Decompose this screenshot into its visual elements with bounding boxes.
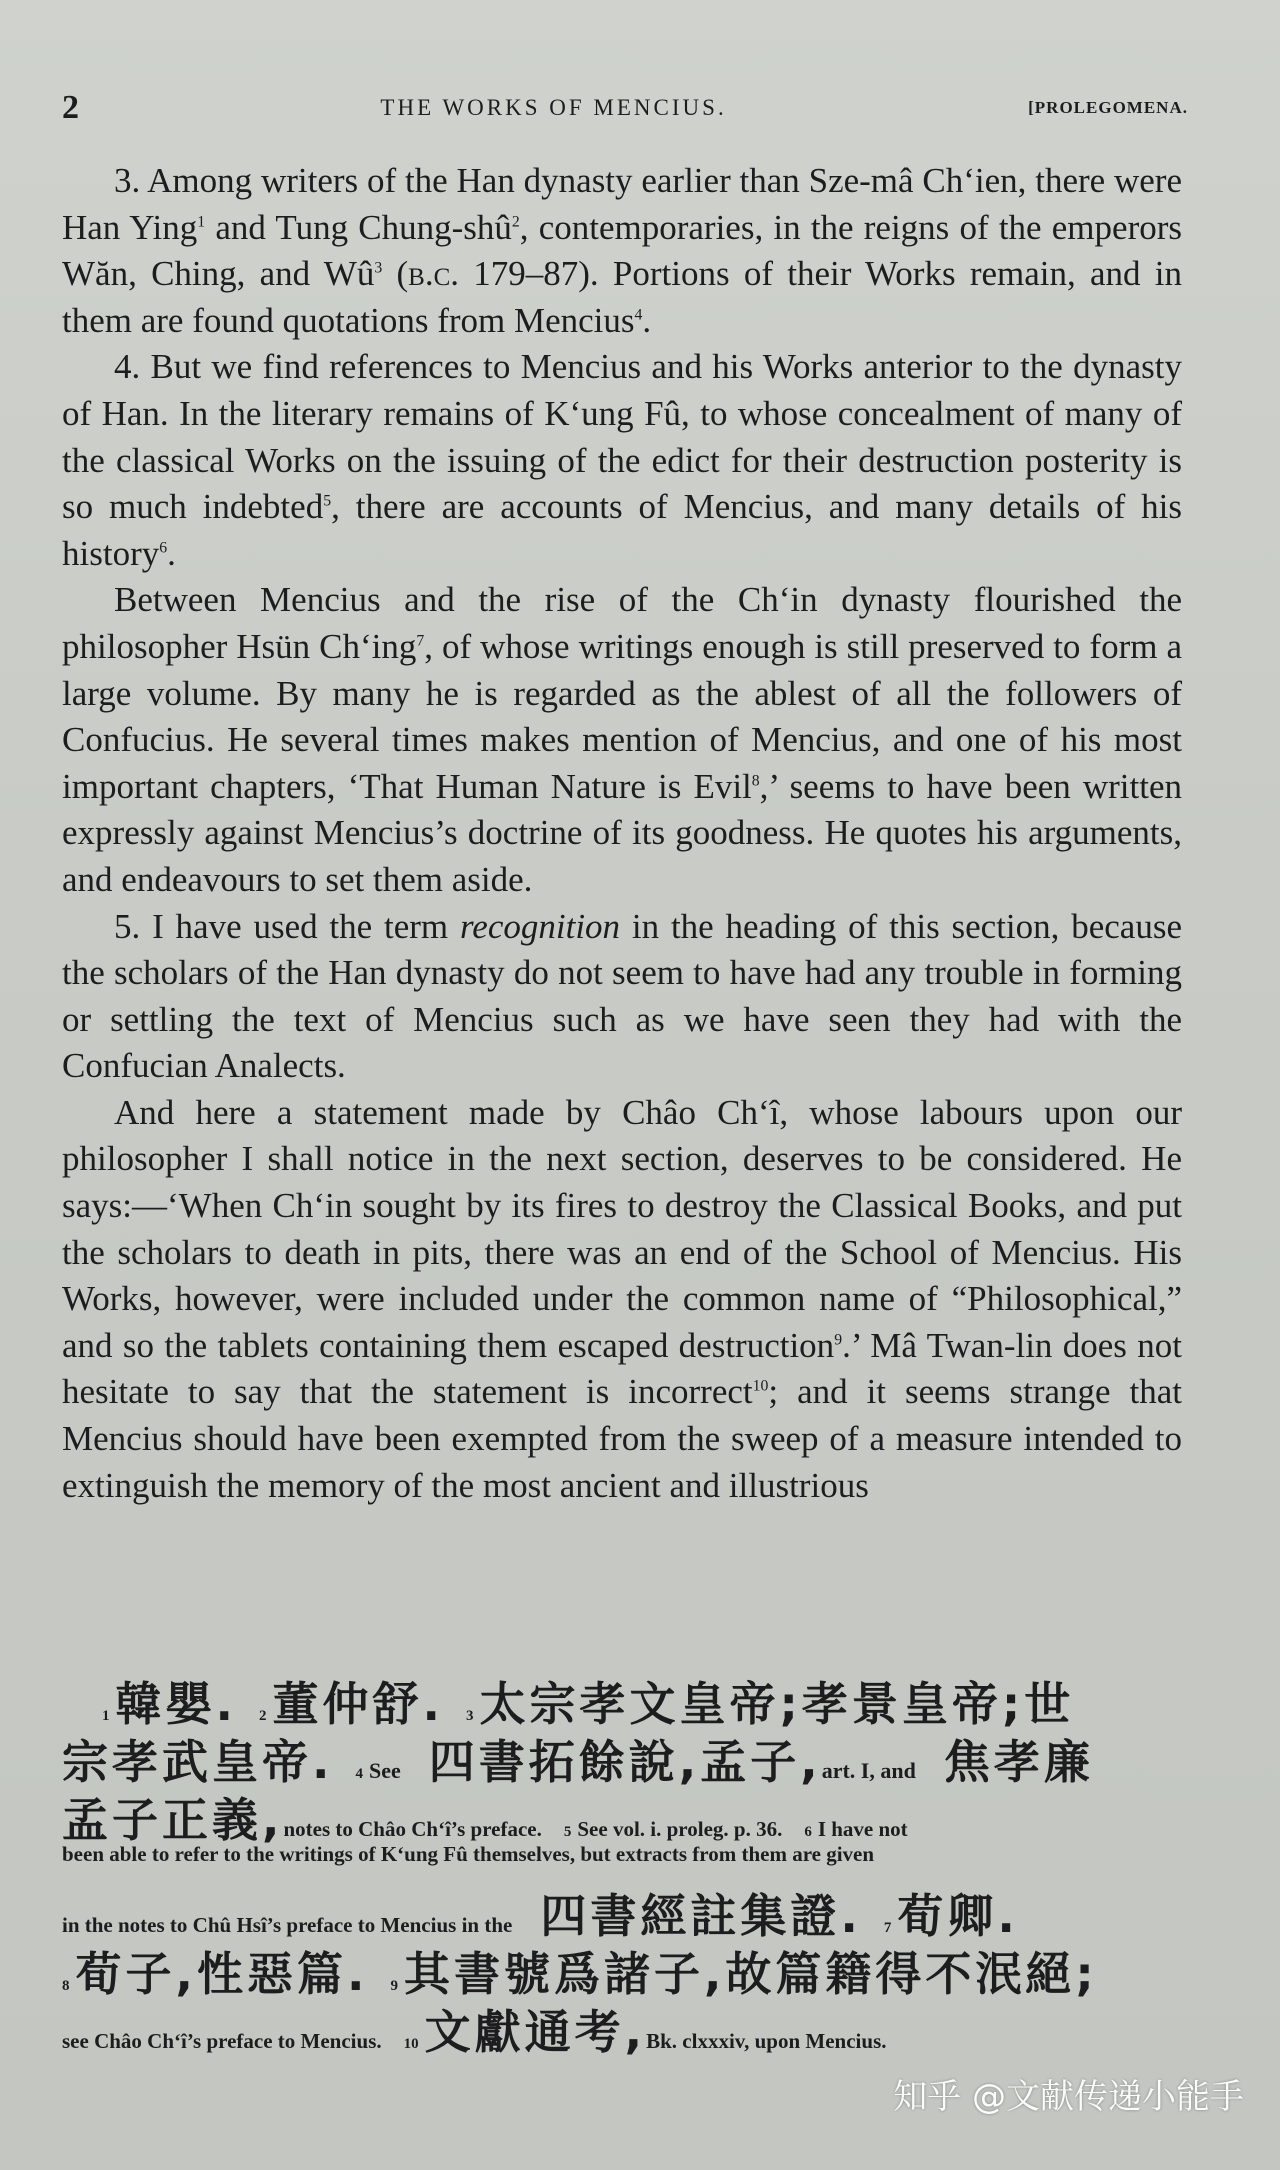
- watermark-text: 知乎 @文献传递小能手: [893, 2077, 1244, 2117]
- era-abbrev: b.c.: [408, 254, 460, 294]
- footnote-ref: 2: [511, 212, 520, 230]
- footnote-line: [62, 1784, 1192, 1847]
- footnote-text: see Châo Ch‘î’s preface to Mencius.: [62, 2029, 382, 2053]
- page-number: 2: [62, 89, 79, 126]
- text-run: 179–87). Portions of their Works remain, and in them are found quotations from Mencius: [62, 254, 1183, 340]
- paragraph-5: [62, 904, 1182, 1090]
- paragraph-hsun-ching: [62, 577, 1182, 903]
- footnote-text: See vol. i. proleg. p. 36.: [577, 1817, 783, 1841]
- text-run: and Tung Chung-shû: [205, 207, 512, 247]
- footnote-chinese: 荀子,性惡篇.: [75, 1947, 369, 2001]
- footnote-text: in the notes to Chû Hsî’s preface to Mencius in the: [62, 1913, 513, 1937]
- footnote-chinese: 四書拓餘說,孟子,: [428, 1735, 822, 1789]
- footnote-number: 10: [403, 2036, 419, 2052]
- paragraph-4: [62, 344, 1182, 577]
- footnote-chinese: 韓嬰.: [115, 1677, 237, 1731]
- footnote-text: See: [368, 1758, 401, 1783]
- footnote-chinese: 董仲舒.: [272, 1677, 444, 1731]
- footnote-text: Bk. clxxxiv, upon Mencius.: [646, 2029, 887, 2053]
- footnote-ref: 8: [751, 772, 760, 790]
- footnotes: [62, 1668, 1192, 2059]
- paragraph-chao-chi: [62, 1090, 1182, 1509]
- footnote-ref: 6: [159, 539, 168, 557]
- text-run: , there are accounts of Mencius, and many details of his history: [62, 487, 1183, 573]
- footnote-line: [62, 1726, 1192, 1789]
- section-tag: [PROLEGOMENA.: [1028, 98, 1188, 117]
- paragraph-3: [62, 158, 1182, 344]
- footnote-line: [62, 1880, 1192, 1943]
- footnote-text: notes to Châo Ch‘î’s preface.: [283, 1817, 542, 1841]
- footnote-ref: 7: [416, 632, 425, 650]
- text-run: in the heading of this section, because the scholars of the Han dynasty do not seem to have had any trouble in forming or settling the text of Mencius such as we have seen they had with the Confucian Analects.: [62, 906, 1182, 1086]
- footnote-chinese: 文獻通考,: [424, 2005, 647, 2059]
- text-run: , of whose writings enough is still preserved to form a large volume. By many he is regarded as the ablest of all the followers of Confucius. He several times makes mention of Mencius, and one of his most important chapters, ‘That Human Nature is Evil: [62, 626, 1182, 806]
- text-run: (: [382, 254, 409, 294]
- running-title: THE WORKS OF MENCIUS.: [380, 95, 727, 120]
- footnote-text: I have not: [817, 1817, 908, 1841]
- text-run: ,’ seems to have been written expressly against Mencius’s doctrine of its goodness. He quotes his arguments, and endeavours to set them aside.: [62, 766, 1183, 899]
- text-run: 3. Among writers of the Han dynasty earlier than Sze-mâ Ch‘ien, there were Han Ying: [62, 161, 1182, 247]
- footnote-number: 2: [258, 1708, 267, 1724]
- text-run: 4. But we find references to Mencius and his Works anterior to the dynasty of Han. In the literary remains of K‘ung Fû, to whose concealment of many of the classical Works on the issuing of the edict for their destruction posterity is so much indebted: [62, 347, 1182, 527]
- footnote-number: 4: [355, 1766, 363, 1782]
- footnote-ref: 4: [634, 306, 643, 324]
- text-run: , contemporaries, in the reigns of the emperors Wăn, Ching, and Wû: [62, 207, 1183, 294]
- running-header: [62, 88, 1188, 128]
- footnote-chinese: 太宗孝文皇帝;孝景皇帝;世: [479, 1677, 1075, 1731]
- footnote-number: 1: [102, 1708, 110, 1724]
- footnote-text: art. I, and: [821, 1758, 916, 1783]
- footnote-number: 3: [465, 1708, 474, 1724]
- text-run: And here a statement made by Châo Ch‘î, whose labours upon our philosopher I shall notice in the next section, deserves to be considered. He says:—‘When Ch‘in sought by its fires to destroy the Classical Books, and put the scholars to death in pits, there was an end of the School of Mencius. His Works, however, were included under the common name of “Philosophical,” and so the tablets containing them escaped destruction: [62, 1092, 1182, 1365]
- footnote-line: [62, 1668, 1192, 1731]
- italic-term: recognition: [459, 906, 621, 946]
- footnote-text: been able to refer to the writings of K‘ung Fû themselves, but extracts from them are given: [62, 1842, 875, 1866]
- footnote-ref: 3: [374, 259, 383, 277]
- footnote-chinese: 宗孝武皇帝.: [62, 1735, 334, 1789]
- text-run: .’ Mâ Twan-lin does not hesitate to say that the statement is incorrect: [62, 1325, 1182, 1412]
- footnote-number: 5: [563, 1824, 572, 1840]
- text-run: 5. I have used the term: [114, 906, 460, 946]
- text-run: .: [642, 300, 652, 340]
- footnote-chinese: 荀卿.: [897, 1889, 1019, 1943]
- footnote-line: [62, 1996, 1192, 2059]
- footnote-ref: 9: [834, 1331, 843, 1349]
- footnote-ref: 5: [323, 492, 332, 510]
- footnote-chinese: 其書號爲諸子,故篇籍得不泯絕;: [403, 1947, 1098, 2001]
- footnote-chinese: 四書經註集證.: [540, 1889, 862, 1943]
- text-run: Between Mencius and the rise of the Ch‘in dynasty flourished the philosopher Hsün Ch‘ing: [62, 580, 1182, 666]
- footnote-number: 8: [62, 1978, 70, 1994]
- footnote-ref: 1: [197, 212, 206, 230]
- footnote-line: [62, 1842, 1192, 1880]
- footnote-ref: 10: [752, 1377, 769, 1395]
- text-run: .: [167, 533, 176, 573]
- footnote-line: [62, 1938, 1192, 2001]
- footnote-number: 7: [883, 1920, 892, 1936]
- footnote-chinese: 焦孝廉: [943, 1735, 1094, 1789]
- footnote-number: 9: [390, 1978, 398, 1994]
- footnote-chinese: 孟子正義,: [62, 1793, 284, 1847]
- main-text: [62, 158, 1182, 1509]
- text-run: ; and it seems strange that Mencius should have been exempted from the sweep of a measure intended to extinguish the memory of the most ancient and illustrious: [62, 1372, 1182, 1505]
- footnote-number: 6: [804, 1824, 812, 1840]
